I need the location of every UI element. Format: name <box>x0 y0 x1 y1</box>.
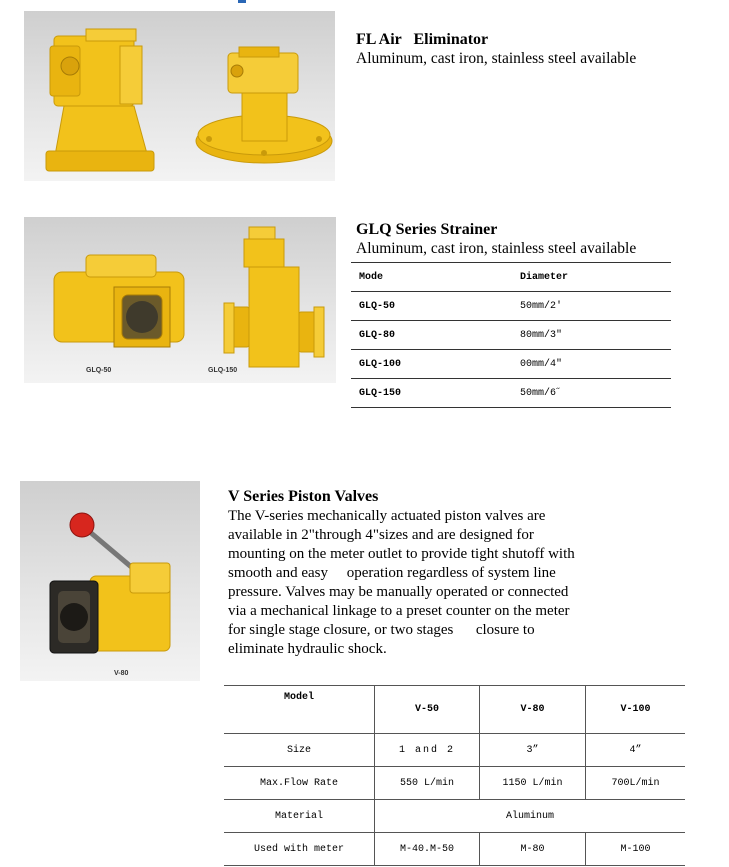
strainer-table <box>351 262 671 408</box>
table-cell: Max.Flow Rate <box>224 767 375 800</box>
table-cell: 4” <box>586 734 686 767</box>
table-header-row <box>351 263 671 292</box>
air-eliminator-title: FL Air Eliminator <box>356 31 489 48</box>
table-cell: M-100 <box>586 833 686 866</box>
piston-valve-desc-line: available in 2"through 4"sizes and are designed for <box>228 527 534 543</box>
table-header-cell: V-80 <box>480 686 586 734</box>
table-cell: 50mm/6˝ <box>512 379 671 408</box>
table-row <box>224 833 685 866</box>
table-cell: 550 L/min <box>375 767 480 800</box>
piston-valve-desc-line: smooth and easy operation regardless of system line <box>228 565 556 581</box>
piston-valve-desc-line: eliminate hydraulic shock. <box>228 641 387 657</box>
table-cell: 50mm/2' <box>512 292 671 321</box>
table-cell: 1 and 2 <box>375 734 480 767</box>
table-header-cell: V-100 <box>586 686 686 734</box>
table-cell: Size <box>224 734 375 767</box>
table-header-cell: V-50 <box>375 686 480 734</box>
strainer-caption-2: GLQ-150 <box>208 367 238 374</box>
piston-valve-photo <box>20 481 200 681</box>
table-cell: M-40.M-50 <box>375 833 480 866</box>
table-header-row <box>224 686 685 734</box>
strainer-caption-1: GLQ-50 <box>86 367 112 374</box>
table-cell: GLQ-80 <box>351 321 512 350</box>
piston-valve-table <box>224 685 685 866</box>
table-cell: 80mm/3" <box>512 321 671 350</box>
table-header-cell: Model <box>224 686 375 734</box>
piston-valve-desc-line: pressure. Valves may be manually operated or connected <box>228 584 569 600</box>
piston-valve-text <box>228 488 658 659</box>
table-cell: GLQ-100 <box>351 350 512 379</box>
piston-valve-caption: V-80 <box>114 670 129 677</box>
strainer-subtitle: Aluminum, cast iron, stainless steel available <box>356 240 637 257</box>
piston-valve-title: V Series Piston Valves <box>228 488 379 505</box>
table-cell: Material <box>224 800 375 833</box>
piston-valve-desc-line: The V-series mechanically actuated piston valves are <box>228 508 546 524</box>
strainer-photo <box>24 217 336 383</box>
table-cell-merged: Aluminum <box>375 800 686 833</box>
table-row <box>351 321 671 350</box>
table-header-cell: Diameter <box>512 263 671 292</box>
table-row <box>351 350 671 379</box>
table-cell: GLQ-150 <box>351 379 512 408</box>
air-eliminator-text <box>356 31 716 68</box>
piston-valve-desc-line: mounting on the meter outlet to provide tight shutoff with <box>228 546 575 562</box>
top-accent-mark <box>238 0 246 3</box>
table-cell: 1150 L/min <box>480 767 586 800</box>
table-row <box>351 379 671 408</box>
table-row <box>224 734 685 767</box>
table-cell: 00mm/4" <box>512 350 671 379</box>
table-cell: 3” <box>480 734 586 767</box>
piston-valve-desc-line: via a mechanical linkage to a preset counter on the meter <box>228 603 570 619</box>
table-cell: Used with meter <box>224 833 375 866</box>
air-eliminator-photo <box>24 11 335 181</box>
strainer-title: GLQ Series Strainer <box>356 221 498 238</box>
table-cell: 700L/min <box>586 767 686 800</box>
table-cell: M-80 <box>480 833 586 866</box>
table-row <box>224 767 685 800</box>
table-row <box>224 800 685 833</box>
piston-valve-desc-line: for single stage closure, or two stages closure to <box>228 622 535 638</box>
table-header-cell: Mode <box>351 263 512 292</box>
air-eliminator-subtitle: Aluminum, cast iron, stainless steel available <box>356 50 637 67</box>
table-cell: GLQ-50 <box>351 292 512 321</box>
table-row <box>351 292 671 321</box>
strainer-text <box>356 221 716 258</box>
